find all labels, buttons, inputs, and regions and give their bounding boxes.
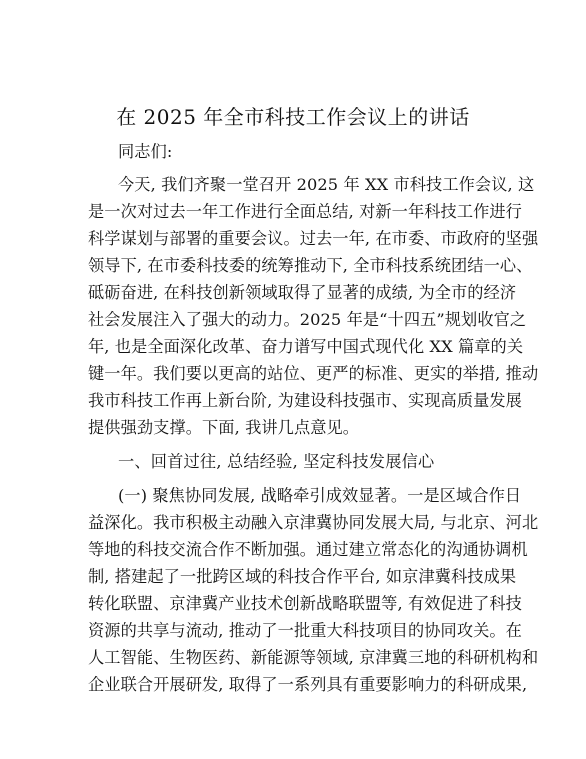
paragraph-line: 等地的科技交流合作不断加强。通过建立常态化的沟通协调机 [88,540,528,559]
paragraph-line: 社会发展注入了强大的动力。2025 年是“十四五”规划收官之 [88,310,527,329]
paragraph-line: 制, 搭建起了一批跨区域的科技合作平台, 如京津冀科技成果 [88,567,517,586]
paragraph-line: 转化联盟、京津冀产业技术创新战略联盟等, 有效促进了科技 [88,594,522,613]
document-title: 在 2025 年全市科技工作会议上的讲话 [116,105,470,129]
paragraph-line: 资源的共享与流动, 推动了一批重大科技项目的协同攻关。在 [88,621,522,640]
paragraph-line: 人工智能、生物医药、新能源等领域, 京津冀三地的科研机构和 [88,648,539,667]
paragraph-line: 科学谋划与部署的重要会议。过去一年, 在市委、市政府的坚强 [88,229,539,248]
paragraph-line: 今天, 我们齐聚一堂召开 2025 年 XX 市科技工作会议, 这 [118,175,535,194]
paragraph-line: 企业联合开展研发, 取得了一系列具有重要影响力的科研成果, [88,675,528,694]
paragraph-line: 是一次对过去一年工作进行全面总结, 对新一年科技工作进行 [88,202,522,221]
paragraph-line: 领导下, 在市委科技委的统筹推动下, 全市科技系统团结一心、 [88,256,533,275]
paragraph-line: 益深化。我市积极主动融入京津冀协同发展大局, 与北京、河北 [88,513,539,532]
paragraph-line: 年, 也是全面深化改革、奋力谱写中国式现代化 XX 篇章的关 [88,337,524,356]
section-heading: 一、回首过往, 总结经验, 坚定科技发展信心 [118,452,435,471]
paragraph-line: 我市科技工作再上新台阶, 为建设科技强市、实现高质量发展 [88,391,522,410]
paragraph-line: (一) 聚焦协同发展, 战略牵引成效显著。一是区域合作日 [118,486,522,505]
paragraph-line: 提供强劲支撑。下面, 我讲几点意见。 [88,418,360,437]
paragraph-line: 砥砺奋进, 在科技创新领域取得了显著的成绩, 为全市的经济 [88,283,517,302]
paragraph-line: 键一年。我们要以更高的站位、更严的标准、更实的举措, 推动 [88,364,539,383]
salutation: 同志们: [118,142,173,161]
